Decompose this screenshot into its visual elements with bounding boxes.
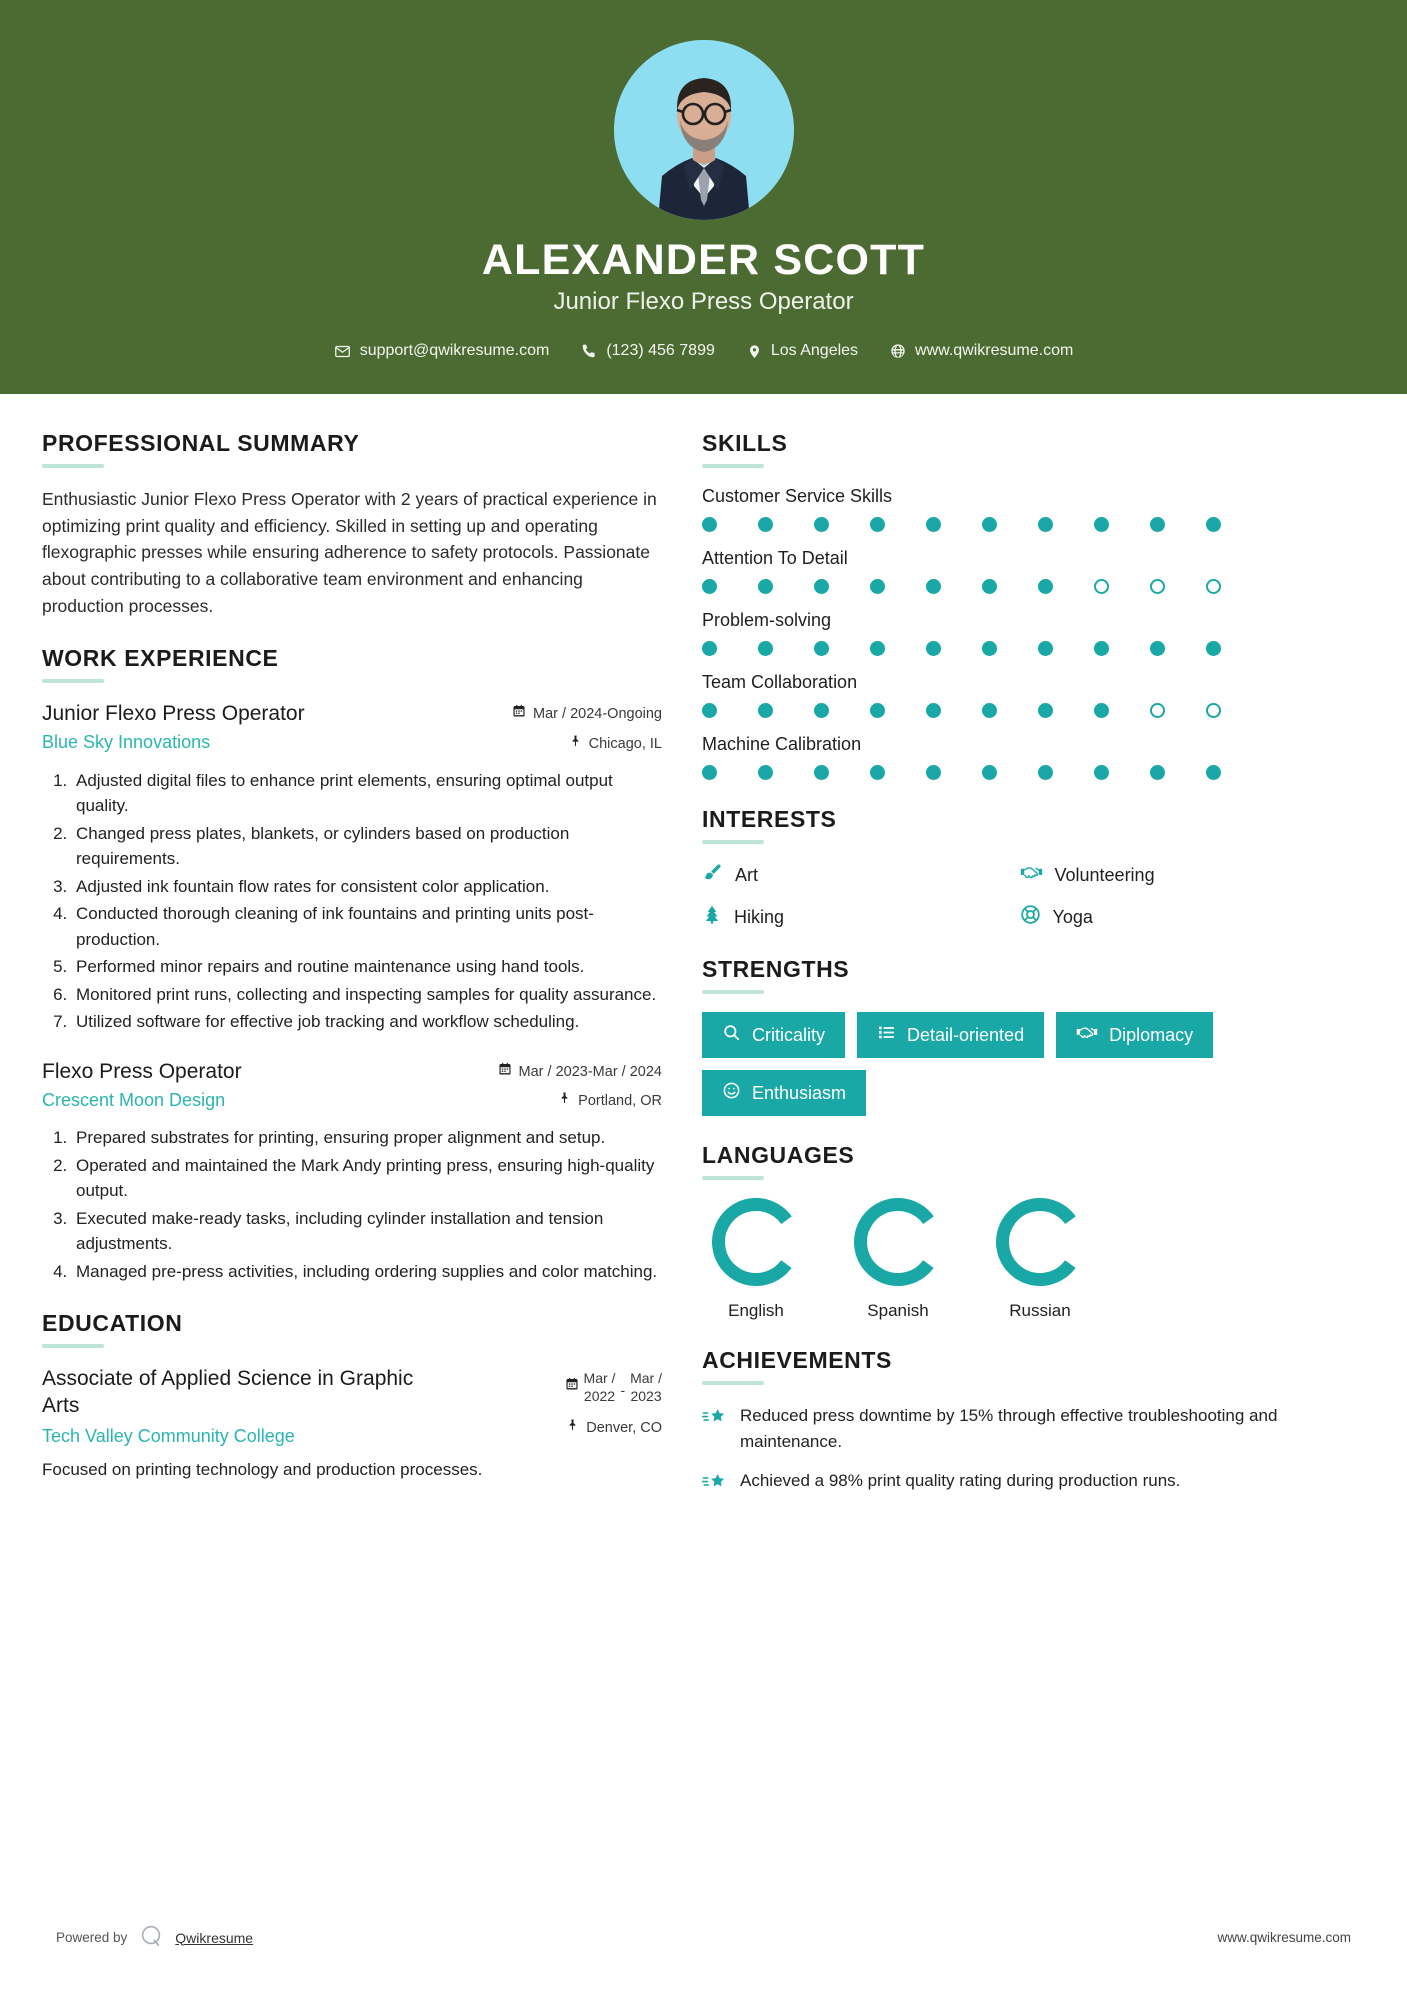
contact-phone-text: (123) 456 7899: [606, 342, 715, 360]
skill-dot-filled: [926, 517, 941, 532]
skill-dot-filled: [702, 641, 717, 656]
skill-dot-cell: [702, 703, 758, 718]
avatar: [614, 40, 794, 220]
skill-dot-cell: [1038, 579, 1094, 594]
skill-dot-filled: [982, 579, 997, 594]
skill-dot-filled: [926, 641, 941, 656]
interests-grid: [702, 862, 1327, 930]
skill-dot-cell: [1206, 517, 1262, 532]
job-location-text: Portland, OR: [578, 1093, 662, 1110]
education-location: [565, 1418, 662, 1440]
skill-dot-empty: [1206, 703, 1221, 718]
achievements-heading: ACHIEVEMENTS: [702, 1347, 892, 1374]
list-icon: [877, 1023, 896, 1047]
skill-rating: [702, 703, 1327, 718]
skill-dot-filled: [1038, 765, 1053, 780]
skill-dot-cell: [1094, 517, 1150, 532]
skill-dot-filled: [1206, 641, 1221, 656]
skill-dot-cell: [702, 641, 758, 656]
footer-powered-by: [56, 1923, 253, 1952]
skill-dot-cell: [1206, 765, 1262, 780]
skill-name: Machine Calibration: [702, 734, 862, 755]
skill-dot-filled: [1038, 517, 1053, 532]
job-location: [512, 734, 662, 756]
job-dates: [498, 1062, 662, 1084]
skill-dot-filled: [926, 765, 941, 780]
experience-heading: WORK EXPERIENCE: [42, 645, 279, 672]
envelope-icon: [334, 343, 351, 360]
skill-dot-cell: [870, 765, 926, 780]
resume-body: [0, 394, 1407, 1524]
section-rule: [42, 464, 104, 468]
footer: [0, 1923, 1407, 1952]
strength-label: Diplomacy: [1109, 1024, 1194, 1045]
skill-dot-cell: [982, 641, 1038, 656]
calendar-icon: [498, 1062, 512, 1084]
skill-dot-filled: [870, 765, 885, 780]
skill-dot-cell: [702, 579, 758, 594]
skill-dot-cell: [1094, 579, 1150, 594]
contact-website-text: www.qwikresume.com: [915, 342, 1074, 360]
skill-dot-filled: [1150, 517, 1165, 532]
skill-dot-cell: [702, 765, 758, 780]
interest-item: [702, 862, 1010, 888]
skill-dot-filled: [926, 579, 941, 594]
right-column: [702, 430, 1327, 1524]
section-professional-summary: [42, 430, 662, 619]
skill-dot-filled: [1038, 641, 1053, 656]
skill-name: Customer Service Skills: [702, 486, 893, 507]
education-degree: Associate of Applied Science in Graphic Arts: [42, 1367, 414, 1417]
section-rule: [702, 990, 764, 994]
avatar-photo: [614, 40, 794, 220]
skill-dot-filled: [814, 765, 829, 780]
job-bullet: 3. Adjusted ink fountain flow rates for consistent color application.: [72, 874, 662, 900]
language-item: [992, 1198, 1088, 1321]
skill-block: [702, 734, 1327, 780]
strength-label: Detail-oriented: [907, 1024, 1025, 1045]
job-bullet: 2. Operated and maintained the Mark Andy printing press, ensuring high-quality output.: [72, 1153, 662, 1204]
skill-dot-filled: [814, 641, 829, 656]
skill-dot-cell: [758, 765, 814, 780]
education-date-to-year: 2023: [630, 1388, 662, 1405]
lifebuoy-icon: [1020, 904, 1041, 930]
skill-block: [702, 672, 1327, 718]
language-item: [850, 1198, 946, 1321]
skill-dot-filled: [758, 517, 773, 532]
skill-rating: [702, 579, 1327, 594]
strength-label: Enthusiasm: [752, 1082, 847, 1103]
job-company: Blue Sky Innovations: [42, 732, 211, 753]
section-strengths: [702, 956, 1327, 1116]
interest-item: [702, 904, 1010, 930]
strengths-heading: STRENGTHS: [702, 956, 850, 983]
job-bullet: 6. Monitored print runs, collecting and inspecting samples for quality assurance.: [72, 982, 662, 1008]
languages-list: [702, 1198, 1327, 1321]
interest-label: Art: [735, 864, 759, 885]
skill-dot-filled: [814, 517, 829, 532]
skill-dot-filled: [758, 703, 773, 718]
section-achievements: [702, 1347, 1327, 1498]
strength-chip-detail-oriented[interactable]: [857, 1012, 1044, 1058]
job-location-text: Chicago, IL: [588, 735, 662, 752]
job-bullet: 5. Performed minor repairs and routine maintenance using hand tools.: [72, 954, 662, 980]
strength-chip-criticality[interactable]: [702, 1012, 845, 1058]
skill-dot-cell: [1094, 641, 1150, 656]
job-bullets: [42, 768, 662, 1035]
job-role: Flexo Press Operator: [42, 1059, 242, 1083]
achievement-text: Reduced press downtime by 15% through effective troubleshooting and maintenance.: [740, 1406, 1278, 1451]
skill-rating: [702, 765, 1327, 780]
skill-dot-cell: [1150, 703, 1206, 718]
skill-dot-cell: [1206, 703, 1262, 718]
skill-dot-filled: [758, 579, 773, 594]
skill-dot-empty: [1206, 579, 1221, 594]
skill-dot-empty: [1150, 579, 1165, 594]
achievement-item: [702, 1468, 1327, 1498]
job-company: Crescent Moon Design: [42, 1089, 226, 1110]
skill-dot-filled: [1150, 641, 1165, 656]
shooting-star-icon: [702, 1468, 727, 1498]
contact-email[interactable]: [334, 342, 550, 360]
skill-dot-cell: [702, 517, 758, 532]
section-rule: [42, 1344, 104, 1348]
skill-dot-filled: [1094, 703, 1109, 718]
skill-dot-cell: [1038, 765, 1094, 780]
job-location: [498, 1091, 662, 1113]
skill-dot-filled: [702, 765, 717, 780]
calendar-icon: [512, 704, 526, 726]
skills-heading: SKILLS: [702, 430, 788, 457]
education-date-from: [584, 1370, 616, 1406]
skill-dot-cell: [926, 579, 982, 594]
candidate-name: ALEXANDER SCOTT: [481, 236, 926, 284]
education-date-from-month: Mar /: [583, 1370, 616, 1387]
skill-dot-filled: [702, 579, 717, 594]
skill-name: Team Collaboration: [702, 672, 858, 693]
skill-dot-cell: [814, 765, 870, 780]
skill-dot-cell: [870, 641, 926, 656]
language-name: Spanish: [867, 1301, 929, 1321]
skill-rating: [702, 641, 1327, 656]
skill-dot-filled: [870, 703, 885, 718]
skills-list: [702, 486, 1327, 780]
job-bullet: 1. Prepared substrates for printing, ensuring proper alignment and setup.: [72, 1125, 662, 1151]
skill-dot-cell: [982, 579, 1038, 594]
skill-dot-cell: [1206, 641, 1262, 656]
skill-dot-filled: [870, 641, 885, 656]
strength-chip-enthusiasm[interactable]: [702, 1070, 866, 1116]
section-interests: [702, 806, 1327, 930]
education-dates: [565, 1366, 662, 1406]
contact-row: [0, 342, 1407, 360]
skill-name: Attention To Detail: [702, 548, 848, 569]
summary-text: Enthusiastic Junior Flexo Press Operator with 2 years of practical experience in optimizing print quality and efficiency. Skilled in setting up and operating flexographic presses while ensuring adherence to safety protocols. Passionate about contributing to a collaborative team environment and enhancing production processes.: [42, 489, 657, 616]
skill-dot-filled: [982, 517, 997, 532]
skill-dot-filled: [1038, 579, 1053, 594]
language-name: English: [728, 1301, 784, 1321]
skill-dot-filled: [1094, 765, 1109, 780]
languages-heading: LANGUAGES: [702, 1142, 855, 1169]
date-separator: -: [620, 1382, 626, 1399]
skill-dot-cell: [814, 579, 870, 594]
interest-label: Hiking: [734, 906, 785, 927]
skill-dot-filled: [982, 641, 997, 656]
pushpin-icon: [558, 1091, 571, 1113]
skill-dot-filled: [982, 703, 997, 718]
qwikresume-logo-icon: [138, 1923, 164, 1952]
education-school: Tech Valley Community College: [42, 1425, 295, 1446]
map-pin-icon: [747, 343, 762, 360]
skill-dot-cell: [1150, 641, 1206, 656]
skill-dot-cell: [1038, 703, 1094, 718]
contact-location: [747, 342, 858, 360]
skill-dot-cell: [758, 517, 814, 532]
education-date-to-month: Mar /: [630, 1370, 662, 1387]
skill-dot-cell: [1094, 703, 1150, 718]
contact-email-text: support@qwikresume.com: [359, 342, 550, 360]
job-bullets: [42, 1125, 662, 1284]
phone-icon: [581, 343, 597, 359]
job-bullet: 1. Adjusted digital files to enhance print elements, ensuring optimal output quality.: [72, 768, 662, 819]
skill-block: [702, 486, 1327, 532]
skill-block: [702, 610, 1327, 656]
language-progress-ring: [854, 1198, 942, 1286]
left-column: [42, 430, 662, 1508]
interest-label: Yoga: [1052, 906, 1093, 927]
job-dates-text: Mar / 2023-Mar / 2024: [518, 1063, 662, 1080]
skill-dot-filled: [814, 579, 829, 594]
skill-dot-filled: [1094, 641, 1109, 656]
section-skills: [702, 430, 1327, 780]
handshake-icon: [1020, 862, 1043, 888]
skill-dot-cell: [982, 517, 1038, 532]
achievement-text: Achieved a 98% print quality rating during production runs.: [740, 1471, 1181, 1491]
pushpin-icon: [566, 1418, 579, 1440]
skill-dot-cell: [870, 703, 926, 718]
skill-dot-cell: [758, 703, 814, 718]
experience-entry: [42, 1059, 662, 1285]
resume-header: [0, 0, 1407, 394]
job-role: Junior Flexo Press Operator: [42, 702, 305, 726]
contact-phone[interactable]: [581, 342, 715, 360]
section-rule: [42, 679, 104, 683]
skill-dot-filled: [926, 703, 941, 718]
section-work-experience: [42, 645, 662, 1284]
skill-dot-cell: [1150, 765, 1206, 780]
interest-item: [1020, 904, 1328, 930]
skill-dot-filled: [1206, 765, 1221, 780]
skill-dot-cell: [1038, 641, 1094, 656]
skill-dot-cell: [758, 641, 814, 656]
skill-dot-filled: [870, 517, 885, 532]
tree-icon: [702, 904, 722, 930]
skill-dot-cell: [926, 517, 982, 532]
skill-dot-filled: [702, 703, 717, 718]
achievement-item: [702, 1403, 1327, 1454]
skill-dot-filled: [1038, 703, 1053, 718]
education-location-text: Denver, CO: [586, 1419, 662, 1436]
education-entry: [42, 1366, 662, 1482]
skill-dot-cell: [926, 641, 982, 656]
footer-brand-link[interactable]: Qwikresume: [175, 1929, 254, 1946]
paintbrush-icon: [702, 862, 723, 888]
section-languages: [702, 1142, 1327, 1321]
skill-dot-cell: [982, 703, 1038, 718]
skill-dot-cell: [1150, 579, 1206, 594]
job-bullet: 4. Conducted thorough cleaning of ink fountains and printing units post-production.: [72, 901, 662, 952]
section-education: [42, 1310, 662, 1482]
section-rule: [702, 1176, 764, 1180]
calendar-icon: [565, 1377, 579, 1394]
skill-dot-cell: [814, 703, 870, 718]
skill-dot-filled: [1206, 517, 1221, 532]
skill-dot-filled: [814, 703, 829, 718]
summary-heading: PROFESSIONAL SUMMARY: [42, 430, 360, 457]
language-progress-ring: [996, 1198, 1084, 1286]
job-bullet: 3. Executed make-ready tasks, including cylinder installation and tension adjustments.: [72, 1206, 662, 1257]
skill-dot-filled: [1094, 517, 1109, 532]
skill-dot-cell: [814, 641, 870, 656]
language-name: Russian: [1009, 1301, 1071, 1321]
job-dates: [512, 704, 662, 726]
pushpin-icon: [569, 734, 582, 756]
shooting-star-icon: [702, 1403, 727, 1433]
job-dates-text: Mar / 2024-Ongoing: [533, 706, 662, 723]
strength-chip-diplomacy[interactable]: [1056, 1012, 1213, 1058]
job-bullet: 4. Managed pre-press activities, including ordering supplies and color matching.: [72, 1259, 662, 1285]
skill-dot-cell: [1206, 579, 1262, 594]
skill-dot-cell: [1150, 517, 1206, 532]
section-rule: [702, 840, 764, 844]
skill-dot-filled: [758, 765, 773, 780]
skill-dot-filled: [1150, 765, 1165, 780]
skill-dot-empty: [1150, 703, 1165, 718]
candidate-title: Junior Flexo Press Operator: [553, 288, 854, 316]
interests-heading: INTERESTS: [702, 806, 837, 833]
education-description: Focused on printing technology and production processes.: [42, 1459, 483, 1479]
skill-dot-cell: [870, 517, 926, 532]
skill-dot-cell: [982, 765, 1038, 780]
strength-label: Criticality: [752, 1024, 826, 1045]
language-item: [708, 1198, 804, 1321]
skill-block: [702, 548, 1327, 594]
contact-location-text: Los Angeles: [770, 342, 859, 360]
language-progress-ring: [712, 1198, 800, 1286]
skill-dot-cell: [758, 579, 814, 594]
section-rule: [702, 1381, 764, 1385]
skill-dot-filled: [982, 765, 997, 780]
interest-label: Volunteering: [1054, 864, 1155, 885]
footer-powered-label: Powered by: [56, 1930, 128, 1945]
education-heading: EDUCATION: [42, 1310, 183, 1337]
skill-rating: [702, 517, 1327, 532]
contact-website[interactable]: [890, 342, 1073, 360]
skill-dot-cell: [926, 765, 982, 780]
skill-dot-filled: [702, 517, 717, 532]
education-date-from-year: 2022: [583, 1388, 616, 1405]
skill-name: Problem-solving: [702, 610, 832, 631]
section-rule: [702, 464, 764, 468]
skill-dot-cell: [1094, 765, 1150, 780]
smiley-icon: [722, 1081, 741, 1105]
education-date-to: [630, 1370, 662, 1406]
skill-dot-filled: [870, 579, 885, 594]
skill-dot-cell: [926, 703, 982, 718]
strengths-list: [702, 1012, 1327, 1116]
skill-dot-cell: [870, 579, 926, 594]
footer-website[interactable]: www.qwikresume.com: [1217, 1930, 1351, 1945]
skill-dot-empty: [1094, 579, 1109, 594]
magnifier-icon: [722, 1023, 741, 1047]
experience-entry: [42, 701, 662, 1035]
skill-dot-cell: [1038, 517, 1094, 532]
skill-dot-filled: [758, 641, 773, 656]
interest-item: [1020, 862, 1328, 888]
skill-dot-cell: [814, 517, 870, 532]
handshake-icon: [1076, 1023, 1098, 1047]
globe-icon: [890, 343, 906, 359]
job-bullet: 7. Utilized software for effective job tracking and workflow scheduling.: [72, 1009, 662, 1035]
job-bullet: 2. Changed press plates, blankets, or cylinders based on production requirements.: [72, 821, 662, 872]
